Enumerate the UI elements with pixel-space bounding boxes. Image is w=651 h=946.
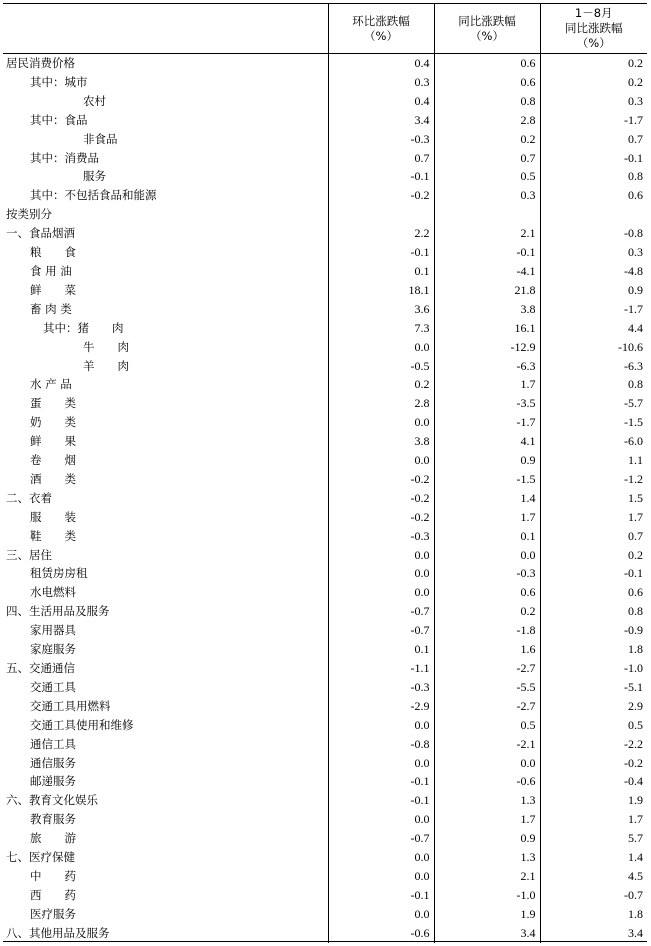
- value-ytd: -0.2: [540, 754, 647, 773]
- table-row: [3, 564, 647, 583]
- value-ytd: -1.2: [540, 470, 647, 489]
- value-ytd: 0.3: [540, 92, 647, 111]
- table-row: [3, 224, 647, 243]
- table-row: [3, 281, 647, 300]
- table-row: [3, 149, 647, 168]
- value-yoy: -0.3: [434, 564, 540, 583]
- cpi-table: [3, 4, 647, 943]
- table-row: [3, 716, 647, 735]
- row-label: 租赁房房租: [30, 566, 88, 581]
- table-row: [3, 394, 647, 413]
- header-ytd-line2: 同比涨跌幅: [565, 21, 623, 35]
- value-ytd: -0.1: [540, 564, 647, 583]
- table-row: [3, 546, 647, 565]
- value-yoy: 0.9: [434, 829, 540, 848]
- value-mom: -0.5: [328, 357, 434, 376]
- table-row: [3, 659, 647, 678]
- value-ytd: -6.0: [540, 432, 647, 451]
- table-row: [3, 489, 647, 508]
- value-ytd: 1.7: [540, 810, 647, 829]
- value-mom: -0.2: [328, 489, 434, 508]
- table-header: [3, 4, 647, 54]
- value-mom: -0.6: [328, 924, 434, 943]
- value-mom: 0.0: [328, 451, 434, 470]
- row-label: 水电燃料: [30, 585, 76, 600]
- value-ytd: 0.2: [540, 546, 647, 565]
- header-ytd-line3: （%）: [576, 36, 611, 50]
- row-label: 其中：猪 肉: [43, 320, 124, 335]
- value-ytd: -1.7: [540, 300, 647, 319]
- value-ytd: 0.2: [540, 54, 647, 73]
- value-yoy: 3.8: [434, 300, 540, 319]
- table-row: [3, 602, 647, 621]
- table-row: [3, 470, 647, 489]
- row-label: 按类别分: [6, 207, 52, 222]
- value-ytd: -5.1: [540, 678, 647, 697]
- header-mom-line1: 环比涨跌幅: [352, 13, 410, 28]
- value-mom: 2.8: [328, 394, 434, 413]
- table-row: [3, 73, 647, 92]
- value-yoy: -5.5: [434, 678, 540, 697]
- value-mom: 0.1: [328, 640, 434, 659]
- value-yoy: -0.6: [434, 772, 540, 791]
- row-label: 二、衣着: [6, 490, 52, 505]
- value-yoy: -2.1: [434, 735, 540, 754]
- value-mom: 0.0: [328, 338, 434, 357]
- value-mom: -0.2: [328, 508, 434, 527]
- row-label: 畜 肉 类: [30, 301, 72, 316]
- value-yoy: 2.1: [434, 867, 540, 886]
- value-mom: -2.9: [328, 697, 434, 716]
- table-row: [3, 829, 647, 848]
- header-ytd-line1: 1－8月: [574, 6, 613, 20]
- value-yoy: 1.7: [434, 810, 540, 829]
- value-yoy: -1.5: [434, 470, 540, 489]
- value-yoy: 0.0: [434, 546, 540, 565]
- row-label: 粮 食: [30, 245, 76, 260]
- value-yoy: 2.1: [434, 224, 540, 243]
- row-label: 服 装: [30, 509, 76, 524]
- value-mom: -0.3: [328, 130, 434, 149]
- table-row: [3, 130, 647, 149]
- value-yoy: 0.6: [434, 73, 540, 92]
- table-row: [3, 111, 647, 130]
- table-row: [3, 791, 647, 810]
- value-yoy: 16.1: [434, 319, 540, 338]
- value-ytd: -0.4: [540, 772, 647, 791]
- value-yoy: -2.7: [434, 697, 540, 716]
- value-yoy: 0.6: [434, 54, 540, 73]
- value-ytd: -10.6: [540, 338, 647, 357]
- value-ytd: 0.2: [540, 73, 647, 92]
- value-yoy: 0.7: [434, 149, 540, 168]
- value-mom: -0.7: [328, 829, 434, 848]
- value-mom: -0.7: [328, 602, 434, 621]
- table-row: [3, 772, 647, 791]
- value-ytd: 2.9: [540, 697, 647, 716]
- value-ytd: 0.6: [540, 583, 647, 602]
- value-ytd: 0.7: [540, 527, 647, 546]
- value-yoy: 0.0: [434, 754, 540, 773]
- table-row: [3, 848, 647, 867]
- value-ytd: -0.7: [540, 886, 647, 905]
- row-label: 家用器具: [30, 623, 76, 638]
- value-mom: 0.2: [328, 375, 434, 394]
- row-label: 交通工具使用和维修: [30, 717, 134, 732]
- header-ytd: [540, 4, 647, 54]
- row-label: 服务: [83, 169, 106, 184]
- value-ytd: 0.3: [540, 243, 647, 262]
- table-row: [3, 300, 647, 319]
- row-label: 牛 肉: [83, 339, 129, 354]
- value-yoy: 3.4: [434, 924, 540, 943]
- table-row: [3, 186, 647, 205]
- value-mom: -0.7: [328, 621, 434, 640]
- table-row: [3, 886, 647, 905]
- table-row: [3, 357, 647, 376]
- value-yoy: -12.9: [434, 338, 540, 357]
- value-yoy: 1.3: [434, 791, 540, 810]
- value-mom: 3.4: [328, 111, 434, 130]
- value-yoy: -1.7: [434, 413, 540, 432]
- table-row: [3, 810, 647, 829]
- value-yoy: 21.8: [434, 281, 540, 300]
- header-yoy: [434, 4, 540, 54]
- row-label: 七、医疗保健: [6, 850, 75, 865]
- value-yoy: 0.5: [434, 167, 540, 186]
- value-mom: -1.1: [328, 659, 434, 678]
- value-yoy: -0.1: [434, 243, 540, 262]
- table-row: [3, 640, 647, 659]
- value-mom: 7.3: [328, 319, 434, 338]
- value-ytd: -0.9: [540, 621, 647, 640]
- value-mom: 2.2: [328, 224, 434, 243]
- table-row: [3, 905, 647, 924]
- table-row: [3, 262, 647, 281]
- table-row: [3, 678, 647, 697]
- value-ytd: -4.8: [540, 262, 647, 281]
- value-yoy: 0.2: [434, 602, 540, 621]
- value-mom: 0.0: [328, 867, 434, 886]
- table-row: [3, 583, 647, 602]
- value-yoy: [434, 205, 540, 224]
- row-label: 邮递服务: [30, 774, 76, 789]
- value-ytd: 0.7: [540, 130, 647, 149]
- table-row: [3, 319, 647, 338]
- value-yoy: 1.6: [434, 640, 540, 659]
- value-ytd: 0.9: [540, 281, 647, 300]
- row-label: 酒 类: [30, 471, 76, 486]
- row-label: 其中：城市: [30, 74, 88, 89]
- table-row: [3, 243, 647, 262]
- value-yoy: 0.9: [434, 451, 540, 470]
- value-ytd: 1.4: [540, 848, 647, 867]
- row-label: 卷 烟: [30, 453, 76, 468]
- value-yoy: -4.1: [434, 262, 540, 281]
- value-mom: -0.1: [328, 791, 434, 810]
- value-yoy: 1.7: [434, 508, 540, 527]
- value-ytd: 4.5: [540, 867, 647, 886]
- row-label: 鲜 菜: [30, 282, 76, 297]
- table-row: [3, 167, 647, 186]
- row-label: 一、食品烟酒: [6, 226, 75, 241]
- value-yoy: 0.6: [434, 583, 540, 602]
- value-ytd: -2.2: [540, 735, 647, 754]
- value-mom: 18.1: [328, 281, 434, 300]
- value-mom: 0.7: [328, 149, 434, 168]
- row-label: 奶 类: [30, 415, 76, 430]
- value-mom: -0.3: [328, 527, 434, 546]
- row-label: 通信服务: [30, 755, 76, 770]
- value-ytd: 5.7: [540, 829, 647, 848]
- value-yoy: 0.5: [434, 716, 540, 735]
- row-label: 西 药: [30, 887, 76, 902]
- row-label: 居民消费价格: [6, 56, 75, 70]
- value-mom: -0.8: [328, 735, 434, 754]
- value-ytd: -5.7: [540, 394, 647, 413]
- value-mom: 0.0: [328, 810, 434, 829]
- value-mom: 0.4: [328, 92, 434, 111]
- value-ytd: 1.5: [540, 489, 647, 508]
- table-row: [3, 413, 647, 432]
- table-row: [3, 54, 647, 73]
- value-mom: 0.3: [328, 73, 434, 92]
- value-yoy: 2.8: [434, 111, 540, 130]
- value-yoy: -1.8: [434, 621, 540, 640]
- value-ytd: -6.3: [540, 357, 647, 376]
- value-mom: 0.0: [328, 546, 434, 565]
- row-label: 中 药: [30, 868, 76, 883]
- row-label: 六、教育文化娱乐: [6, 793, 98, 808]
- value-mom: 0.0: [328, 564, 434, 583]
- value-ytd: -0.8: [540, 224, 647, 243]
- value-yoy: -3.5: [434, 394, 540, 413]
- cpi-table-frame: [3, 3, 647, 942]
- table-row: [3, 924, 647, 943]
- value-mom: 0.4: [328, 54, 434, 73]
- value-ytd: 1.1: [540, 451, 647, 470]
- table-row: [3, 508, 647, 527]
- header-blank-cell: [3, 4, 328, 54]
- value-ytd: 3.4: [540, 924, 647, 943]
- value-yoy: -6.3: [434, 357, 540, 376]
- table-row: [3, 92, 647, 111]
- table-row: [3, 754, 647, 773]
- value-ytd: 1.9: [540, 791, 647, 810]
- value-ytd: 0.8: [540, 375, 647, 394]
- row-label: 交通工具用燃料: [30, 698, 111, 713]
- value-mom: 0.0: [328, 583, 434, 602]
- row-label: 其中：食品: [30, 112, 88, 127]
- value-ytd: 0.5: [540, 716, 647, 735]
- row-label: 交通工具: [30, 679, 76, 694]
- value-ytd: -1.5: [540, 413, 647, 432]
- row-label: 八、其他用品及服务: [6, 925, 110, 940]
- value-ytd: 0.6: [540, 186, 647, 205]
- value-ytd: 0.8: [540, 602, 647, 621]
- table-row: [3, 432, 647, 451]
- value-mom: 0.0: [328, 413, 434, 432]
- row-label: 食 用 油: [30, 263, 72, 278]
- header-yoy-line1: 同比涨跌幅: [458, 13, 516, 28]
- row-label: 四、生活用品及服务: [6, 604, 110, 619]
- value-mom: 0.0: [328, 848, 434, 867]
- value-mom: 0.1: [328, 262, 434, 281]
- row-label: 教育服务: [30, 812, 76, 827]
- value-ytd: 1.7: [540, 508, 647, 527]
- value-yoy: 0.2: [434, 130, 540, 149]
- value-mom: -0.2: [328, 186, 434, 205]
- table-row: [3, 375, 647, 394]
- row-label: 通信工具: [30, 736, 76, 751]
- row-label: 家庭服务: [30, 642, 76, 657]
- value-yoy: 4.1: [434, 432, 540, 451]
- value-ytd: 4.4: [540, 319, 647, 338]
- value-ytd: -1.0: [540, 659, 647, 678]
- row-label: 其中：不包括食品和能源: [30, 188, 157, 203]
- value-ytd: -0.1: [540, 149, 647, 168]
- value-ytd: 0.8: [540, 167, 647, 186]
- value-yoy: 0.8: [434, 92, 540, 111]
- row-label: 非食品: [83, 131, 118, 146]
- row-label: 鞋 类: [30, 528, 76, 543]
- table-row: [3, 527, 647, 546]
- value-mom: -0.3: [328, 678, 434, 697]
- row-label: 五、交通通信: [6, 661, 75, 675]
- value-mom: 0.0: [328, 905, 434, 924]
- value-yoy: 0.3: [434, 186, 540, 205]
- value-mom: -0.1: [328, 772, 434, 791]
- row-label: 水 产 品: [30, 377, 72, 392]
- header-yoy-line2: （%）: [470, 28, 504, 43]
- row-label: 农村: [83, 93, 106, 108]
- value-yoy: 1.9: [434, 905, 540, 924]
- value-yoy: 1.3: [434, 848, 540, 867]
- value-ytd: -1.7: [540, 111, 647, 130]
- row-label: 三、居住: [6, 547, 52, 562]
- table-row: [3, 735, 647, 754]
- value-mom: -0.1: [328, 243, 434, 262]
- value-yoy: 1.7: [434, 375, 540, 394]
- value-mom: 0.0: [328, 754, 434, 773]
- value-mom: -0.1: [328, 167, 434, 186]
- row-label: 医疗服务: [30, 906, 76, 921]
- table-row: [3, 451, 647, 470]
- value-yoy: -2.7: [434, 659, 540, 678]
- table-body: [3, 54, 647, 943]
- table-row: [3, 205, 647, 224]
- value-ytd: 1.8: [540, 905, 647, 924]
- table-row: [3, 697, 647, 716]
- value-ytd: 1.8: [540, 640, 647, 659]
- row-label: 鲜 果: [30, 434, 76, 449]
- value-mom: 0.0: [328, 716, 434, 735]
- value-yoy: 0.1: [434, 527, 540, 546]
- value-yoy: -1.0: [434, 886, 540, 905]
- table-row: [3, 621, 647, 640]
- row-label: 蛋 类: [30, 396, 76, 411]
- header-mom-line2: （%）: [364, 28, 398, 43]
- table-row: [3, 338, 647, 357]
- value-mom: 3.8: [328, 432, 434, 451]
- row-label: 羊 肉: [83, 358, 129, 373]
- value-mom: -0.1: [328, 886, 434, 905]
- value-ytd: [540, 205, 647, 224]
- row-label: 其中：消费品: [30, 150, 99, 165]
- header-mom: [328, 4, 434, 54]
- value-yoy: 1.4: [434, 489, 540, 508]
- table-row: [3, 867, 647, 886]
- value-mom: -0.2: [328, 470, 434, 489]
- row-label: 旅 游: [30, 831, 76, 846]
- value-mom: [328, 205, 434, 224]
- value-mom: 3.6: [328, 300, 434, 319]
